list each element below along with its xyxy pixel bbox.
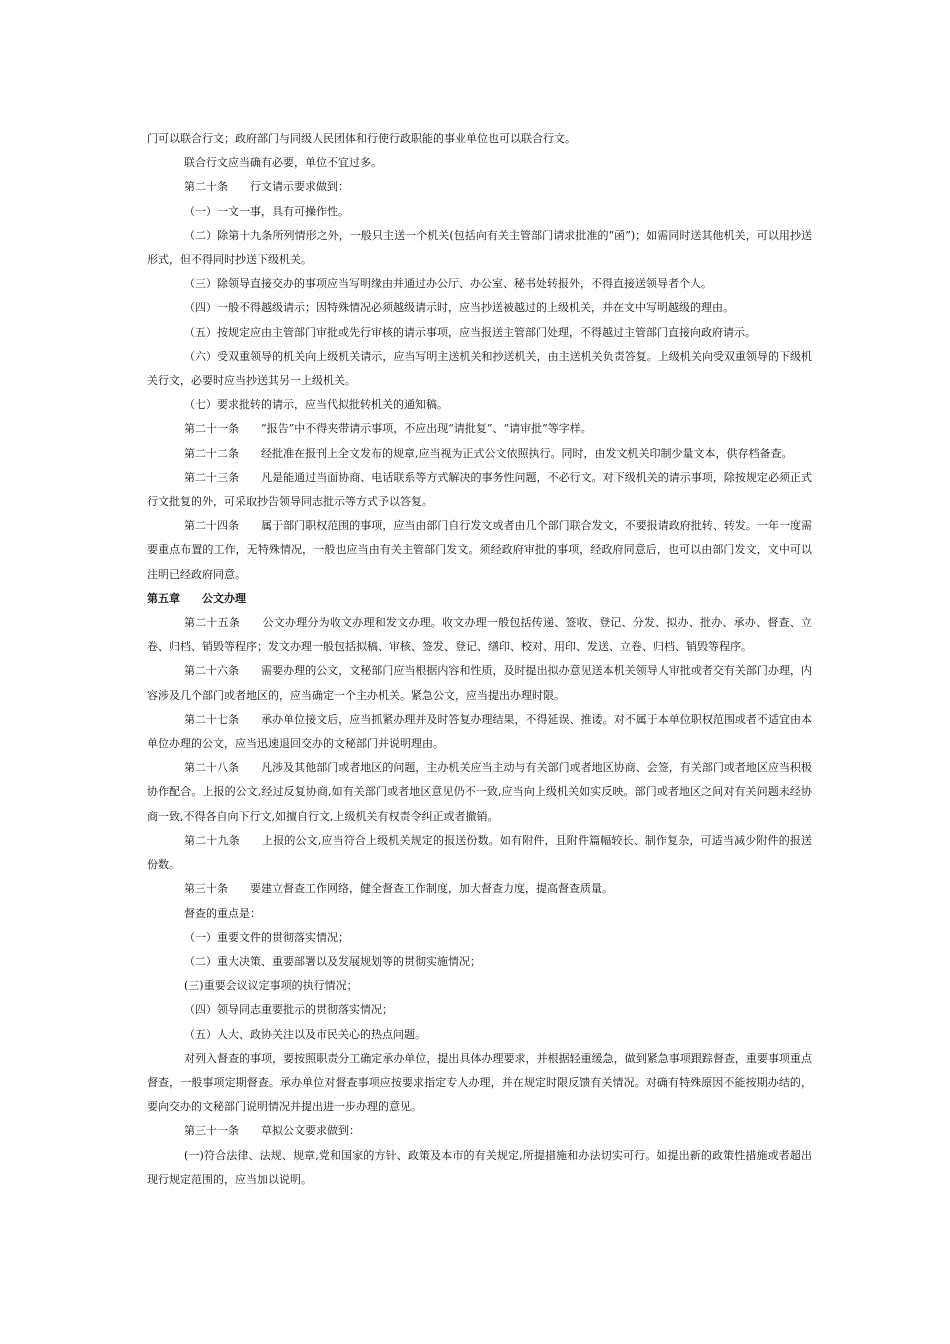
list-item: （一）一文一事，具有可操作性。: [184, 204, 349, 218]
chapter-heading: 第五章 公文办理: [147, 591, 246, 605]
article-paragraph: 第二十二条 经批准在报刊上全文发布的规章,应当视为正式公文依照执行。同时，由发文机关印制少量文本，供存档备查。: [184, 446, 793, 460]
list-item: （二）除第十九条所列情形之外，一般只主送一个机关(包括向有关主管部门请求批准的“函”)；如需同时送其他机关，可以用抄送形式，但不得同时抄送下级机关。: [147, 228, 812, 267]
article-paragraph: 第二十八条 凡涉及其他部门或者地区的问题，主办机关应当主动与有关部门或者地区协商、会签，有关部门或者地区应当积极协作配合。上报的公文,经过反复协商,如有关部门或者地区意见仍不一致,应当向上级机关如实反映。部门或者地区之间对有关问题未经协商一致,不得各自向下行文,如擅自行文,上级机关有权责令纠正或者撤销。: [147, 761, 812, 823]
paragraph: 督查的重点是：: [184, 906, 261, 920]
article-paragraph: 第二十七条 承办单位接文后，应当抓紧办理并及时答复办理结果，不得延误、推诿。对不属于本单位职权范围或者不适宜由本单位办理的公文，应当迅速退回交办的文秘部门并说明理由。: [147, 712, 812, 751]
paragraph: 对列入督查的事项，要按照职责分工确定承办单位，提出具体办理要求，并根据轻重缓急，做到紧急事项跟踪督查，重要事项重点督查，一般事项定期督查。承办单位对督查事项应按要求指定专人办理，并在规定时限反馈有关情况。对确有特殊原因不能按期办结的，要向交办的文秘部门说明情况并提出进一步办理的意见。: [147, 1051, 812, 1114]
article-paragraph: 第二十五条 公文办理分为收文办理和发文办理。收文办理一般包括传递、签收、登记、分发、拟办、批办、承办、督查、立卷、归档、销毁等程序；发文办理一般包括拟稿、审核、签发、登记、缮印、校对、用印、发送、立卷、归档、销毁等程序。: [147, 616, 812, 654]
list-item: (三)重要会议议定事项的执行情况；: [184, 979, 358, 993]
list-item: （四）一般不得越级请示；因特殊情况必须越级请示时，应当抄送被越过的上级机关，并在文中写明越级的理由。: [184, 301, 734, 315]
list-item: （七）要求批转的请示，应当代拟批转机关的通知稿。: [184, 398, 448, 412]
article-paragraph: 第三十条 要建立督查工作网络，健全督查工作制度，加大督查力度，提高督查质量。: [184, 882, 613, 896]
list-item: （一）重要文件的贯彻落实情况；: [184, 930, 349, 944]
list-item: (一)符合法律、法规、规章,党和国家的方针、政策及本市的有关规定,所提措施和办法切实可行。如提出新的政策性措施或者超出现行规定范围的，应当加以说明。: [147, 1148, 812, 1186]
article-paragraph: 第二十六条 需要办理的公文，文秘部门应当根据内容和性质，及时提出拟办意见送本机关领导人审批或者交有关部门办理，内容涉及几个部门或者地区的，应当确定一个主办机关。紧急公文，应当提出办理时限。: [147, 664, 812, 702]
list-item: （六）受双重领导的机关向上级机关请示，应当写明主送机关和抄送机关，由主送机关负责答复。上级机关向受双重领导的下级机关行文，必要时应当抄送其另一上级机关。: [147, 349, 812, 388]
list-item: （五）按规定应由主管部门审批或先行审核的请示事项，应当报送主管部门处理，不得越过主管部门直接向政府请示。: [184, 325, 756, 339]
article-heading: 第二十条 行文请示要求做到：: [184, 180, 349, 194]
list-item: （三）除领导直接交办的事项应当写明缘由并通过办公厅、办公室、秘书处转报外，不得直接送领导者个人。: [184, 277, 712, 291]
article-heading: 第三十一条 草拟公文要求做到：: [184, 1124, 360, 1138]
list-item: （五）人大、政协关注以及市民关心的热点问题。: [184, 1027, 426, 1041]
article-paragraph: 第二十四条 属于部门职权范围的事项，应当由部门自行发文或者由几个部门联合发文，不要报请政府批转、转发。一年一度需要重点布置的工作，无特殊情况，一般也应当由有关主管部门发文。须经政府审批的事项，经政府同意后，也可以由部门发文，文中可以注明已经政府同意。: [147, 519, 812, 581]
article-paragraph: 第二十三条 凡是能通过当面协商、电话联系等方式解决的事务性问题，不必行文。对下级机关的请示事项，除按规定必须正式行文批复的外，可采取抄告领导同志批示等方式予以答复。: [147, 470, 812, 509]
paragraph: 联合行文应当确有必要，单位不宜过多。: [184, 156, 382, 170]
article-paragraph: 第二十一条 “报告”中不得夹带请示事项，不应出现“请批复”、“请审批”等字样。: [184, 422, 592, 436]
article-paragraph: 第二十九条 上报的公文,应当符合上级机关规定的报送份数。如有附件，且附件篇幅较长、制作复杂，可适当减少附件的报送份数。: [147, 833, 812, 872]
list-item: （二）重大决策、重要部署以及发展规划等的贯彻实施情况；: [184, 954, 481, 968]
list-item: （四）领导同志重要批示的贯彻落实情况；: [184, 1003, 393, 1017]
document-body: [147, 127, 812, 1192]
paragraph: 门可以联合行文；政府部门与同级人民团体和行使行政职能的事业单位也可以联合行文。: [147, 132, 576, 145]
